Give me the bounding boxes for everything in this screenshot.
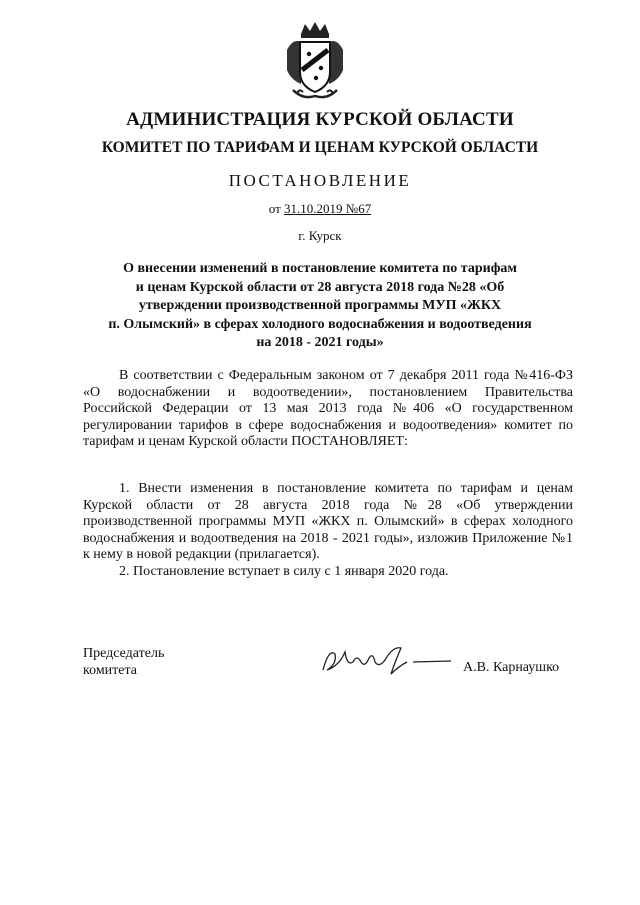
signatory-name: А.В. Карнаушко (463, 660, 560, 675)
item-1-paragraph: 1. Внести изменения в постановление комитета по тарифам и ценам Курской области от 28 августа 2018 года №28 «Об утверждении производственной программы МУП «ЖКХ п. Олымский» в сферах холодного водоснабжения и водоотведения на 2018 - 2021 годы», изложив Приложение №1 к нему в новой редакции (прилагается). (83, 481, 573, 562)
subject-line: на 2018 - 2021 годы» (256, 335, 384, 350)
preamble-paragraph: В соответствии с Федеральным законом от 7 декабря 2011 года №416-ФЗ «О водоснабжении и водоотведении», постановлением Правительства Российской Федерации от 13 мая 2013 года №406 «О государственном регулировании тарифов в сфере водоснабжения и водоотведения» комитет по тарифам и ценам Курской области ПОСТАНОВЛЯЕТ: (83, 368, 573, 449)
subject-line: О внесении изменений в постановление комитета по тарифам (123, 261, 517, 276)
handwritten-signature (315, 640, 455, 680)
signatory-role (83, 645, 164, 679)
role-line-1: Председатель (83, 646, 165, 661)
subject-line: и ценам Курской области от 28 августа 2018 года №28 «Об (135, 279, 505, 295)
coat-of-arms-icon (283, 20, 347, 102)
date-prefix: от (268, 201, 285, 216)
city: г. Курск (298, 228, 342, 243)
role-line-2: комитета (83, 663, 138, 678)
date-and-number (60, 201, 580, 217)
document-subject (92, 260, 548, 353)
committee-title: КОМИТЕТ ПО ТАРИФАМ И ЦЕНАМ КУРСКОЙ ОБЛАСТИ (101, 139, 539, 156)
subject-line: утверждении производственной программы МУП «ЖКХ (138, 298, 502, 313)
item-2-paragraph: 2. Постановление вступает в силу с 1 января 2020 года. (119, 564, 449, 579)
date-number: 31.10.2019 №67 (284, 201, 372, 216)
administration-title: АДМИНИСТРАЦИЯ КУРСКОЙ ОБЛАСТИ (126, 109, 514, 130)
subject-line: п. Олымский» в сферах холодного водоснабжения и водоотведения (108, 316, 532, 332)
document-type: ПОСТАНОВЛЕНИЕ (228, 171, 412, 190)
